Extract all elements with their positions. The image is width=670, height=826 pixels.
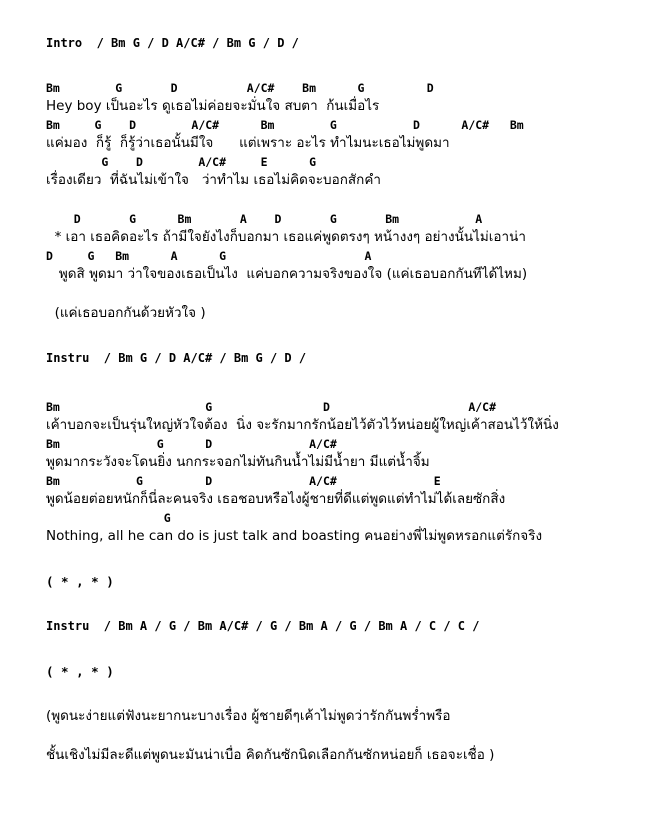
lyric-row: เรื่องเดียว ที่ฉันไม่เข้าใจ ว่าทำไม เธอไม่คิดจะบอกสักคำ: [46, 172, 381, 188]
song-sheet-content: [46, 34, 658, 765]
lyric-row: * เอา เธอคิดอะไร ถ้ามีใจยังไงก็บอกมา เธอแค่พูดตรงๆ หน้างงๆ อย่างนั้นไม่เอาน่า: [46, 229, 526, 245]
spacer: [46, 368, 658, 398]
lyric-row: เค้าบอกจะเป็นรุ่นใหญ่หัวใจต้อง นิ่ง จะรักมากรักน้อยไว้ตัวไว้หน่อยผู้ใหญ่เค้าสอนไว้ให้นิ่ง: [46, 417, 559, 433]
spacer: [46, 323, 658, 349]
repeat-marker-1: ( * , * ): [46, 574, 114, 589]
outro-line-2: ชั้นเชิงไม่มีละดีแต่พูดนะมันน่าเบื่อ คิดกันซักนิดเลือกกันซักหน่อยก็ เธอจะเชื่อ ): [46, 747, 495, 763]
spacer: [46, 53, 658, 79]
chorus-section: [46, 210, 658, 284]
verse-2: [46, 398, 658, 546]
outro-line-1: (พูดนะง่ายแต่ฟังนะยากนะบางเรื่อง ผู้ชายดีๆเค้าไม่พูดว่ารักกันพร่ำพรือ: [46, 708, 451, 724]
lyric-row: Hey boy เป็นอะไร ดูเธอไม่ค่อยจะมั่นใจ สบตา ก้นเมื่อไร: [46, 98, 380, 114]
spacer: [46, 591, 658, 617]
verse-1: [46, 79, 658, 190]
spacer: [46, 681, 658, 707]
lyric-row: พูดสิ พูดมา ว่าใจของเธอเป็นไง แค่บอกความจริงของใจ (แค่เธอบอกกันทีได้ไหม): [46, 266, 528, 282]
chord-row: D G Bm A G A: [46, 249, 372, 263]
chord-row: Bm G D A/C# Bm G D A/C# Bm: [46, 118, 524, 132]
chorus-tag-line: (แค่เธอบอกกันด้วยหัวใจ ): [46, 305, 206, 321]
chord-row: D G Bm A D G Bm A: [46, 212, 483, 226]
lyric-row: Nothing, all he can do is just talk and boasting คนอย่างพี่ไม่พูดหรอกแต่รักจริง: [46, 528, 543, 544]
lyric-row: แค่มอง ก็รู้ ก็รู้ว่าเธอนั้นมีใจ แต่เพราะ อะไร ทำไมนะเธอไม่พูดมา: [46, 135, 450, 151]
spacer: [46, 636, 658, 662]
chord-row: Bm G D A/C#: [46, 437, 337, 451]
chord-row: Bm G D A/C# Bm G D: [46, 81, 434, 95]
lyric-row: พูดมากระวังจะโดนยิ่ง นกกระจอกไม่ทันกินน้ำไม่มีน้ำยา มีแต่น้ำจิ้ม: [46, 454, 430, 470]
spacer: [46, 726, 658, 746]
lyric-row: พูดน้อยต่อยหนักก็นี่ละคนจริง เธอชอบหรือไงผู้ชายที่ดีแต่พูดแต่ทำไม่ได้เลยซักสิ่ง: [46, 491, 506, 507]
spacer: [46, 190, 658, 210]
chord-row: Bm G D A/C#: [46, 400, 497, 414]
chord-row: G: [46, 511, 171, 525]
instru-2-section-line: Instru / Bm A / G / Bm A/C# / G / Bm A / G / Bm A / C / C /: [46, 619, 480, 633]
instru-1-section-line: Instru / Bm G / D A/C# / Bm G / D /: [46, 351, 307, 365]
spacer: [46, 284, 658, 304]
spacer: [46, 546, 658, 572]
chord-row: Bm G D A/C# E: [46, 474, 441, 488]
chord-row: G D A/C# E G: [46, 155, 317, 169]
repeat-marker-2: ( * , * ): [46, 664, 114, 679]
intro-section-line: Intro / Bm G / D A/C# / Bm G / D /: [46, 36, 299, 50]
